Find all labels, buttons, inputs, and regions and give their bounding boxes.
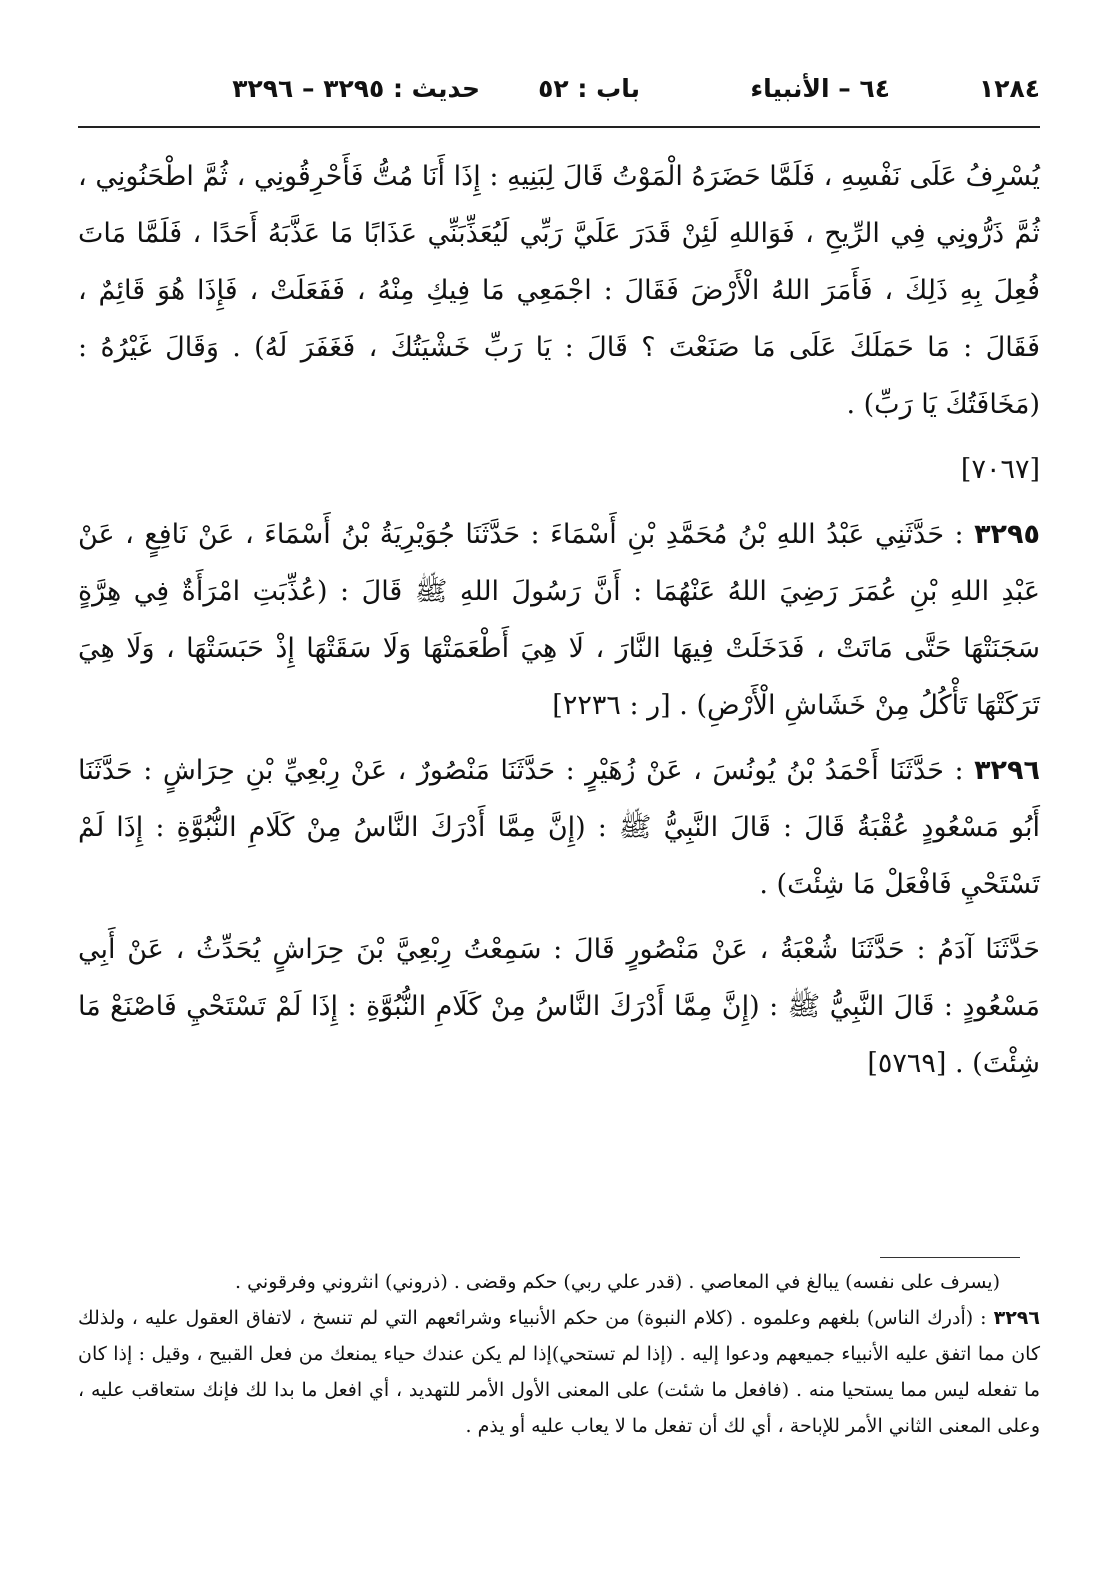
footnote-2 [78, 1300, 1040, 1444]
page-header [78, 68, 1040, 116]
page-number: ١٢٨٤ [978, 74, 1040, 103]
hadith-range: حديث : ٣٢٩٥ – ٣٢٩٦ [232, 74, 480, 103]
header-divider [78, 126, 1040, 128]
main-text [78, 148, 1040, 1100]
footnotes [78, 1264, 1040, 1444]
hadith-text: : حَدَّثَنَا أَحْمَدُ بْنُ يُونُسَ ، عَنْ زُهَيْرٍ : حَدَّثَنَا مَنْصُورٌ ، عَنْ رِبْعِيِّ بْنِ حِرَاشٍ : حَدَّثَنَا أَبُو مَسْعُودٍ عُقْبَةُ قَالَ : قَالَ النَّبِيُّ ﷺ : (إِنَّ مِمَّا أَدْرَكَ النَّاسُ مِنْ كَلَامِ النُّبُوَّةِ : إِذَا لَمْ تَسْتَحْيِ فَافْعَلْ مَا شِئْتَ) . [78, 755, 1040, 900]
hadith-number: ٣٢٩٦ [974, 755, 1040, 786]
footnote-number: ٣٢٩٦ [993, 1307, 1040, 1329]
paragraph-continuation: يُسْرِفُ عَلَى نَفْسِهِ ، فَلَمَّا حَضَرَهُ الْمَوْتُ قَالَ لِبَنِيهِ : إِذَا أَنَا مُتُّ فَأَحْرِقُونِي ، ثُمَّ اطْحَنُونِي ، ثُمَّ ذَرُّونِي فِي الرِّيحِ ، فَوَاللهِ لَئِنْ قَدَرَ عَلَيَّ رَبِّي لَيُعَذِّبَنِّي عَذَابًا مَا عَذَّبَهُ أَحَدًا ، فَلَمَّا مَاتَ فُعِلَ بِهِ ذَلِكَ ، فَأَمَرَ اللهُ الْأَرْضَ فَقَالَ : اجْمَعِي مَا فِيكِ مِنْهُ ، فَفَعَلَتْ ، فَإِذَا هُوَ قَائِمٌ ، فَقَالَ : مَا حَمَلَكَ عَلَى مَا صَنَعْتَ ؟ قَالَ : يَا رَبِّ خَشْيَتُكَ ، فَغَفَرَ لَهُ) . وَقَالَ غَيْرُهُ : (مَخَافَتُكَ يَا رَبِّ) . [78, 161, 1040, 420]
hadith-3296 [78, 742, 1040, 913]
hadith-number: ٣٢٩٥ [974, 519, 1040, 550]
cross-reference: [٧٠٦٧] [960, 454, 1040, 485]
chapter-label: باب : ٥٢ [538, 74, 640, 103]
hadith-3295 [78, 506, 1040, 734]
footnote-divider [880, 1257, 1020, 1258]
footnote-text: : (أدرك الناس) بلغهم وعلموه . (كلام النبوة) من حكم الأنبياء وشرائعهم التي لم تنسخ ، لاتفاق العقول عليه ، ولذلك كان مما اتفق عليه الأنبياء جميعهم ودعوا إليه . (إذا لم تستحي)إذا لم يكن عندك حياء يمنعك من فعل القبيح ، وقيل : إذا كان ما تفعله ليس مما يستحيا منه . (فافعل ما شئت) على المعنى الأول الأمر للتهديد ، أي افعل ما بدا لك فإنك ستعاقب عليه ، وعلى المعنى الثاني الأمر للإباحة ، أي لك أن تفعل ما لا يعاب عليه أو يذم . [78, 1307, 1040, 1437]
hadith-3296-alt-chain: حَدَّثَنَا آدَمُ : حَدَّثَنَا شُعْبَةُ ، عَنْ مَنْصُورٍ قَالَ : سَمِعْتُ رِبْعِيَّ بْنَ حِرَاشٍ يُحَدِّثُ ، عَنْ أَبِي مَسْعُودٍ : قَالَ النَّبِيُّ ﷺ : (إِنَّ مِمَّا أَدْرَكَ النَّاسُ مِنْ كَلَامِ النُّبُوَّةِ : إِذَا لَمْ تَسْتَحْيِ فَاصْنَعْ مَا شِئْتَ) . [٥٧٦٩] [78, 934, 1040, 1079]
hadith-text: : حَدَّثَنِي عَبْدُ اللهِ بْنُ مُحَمَّدِ بْنِ أَسْمَاءَ : حَدَّثَنَا جُوَيْرِيَةُ بْنُ أَسْمَاءَ ، عَنْ نَافِعٍ ، عَنْ عَبْدِ اللهِ بْنِ عُمَرَ رَضِيَ اللهُ عَنْهُمَا : أَنَّ رَسُولَ اللهِ ﷺ قَالَ : (عُذِّبَتِ امْرَأَةٌ فِي هِرَّةٍ سَجَنَتْهَا حَتَّى مَاتَتْ ، فَدَخَلَتْ فِيهَا النَّارَ ، لَا هِيَ أَطْعَمَتْهَا وَلَا سَقَتْهَا إِذْ حَبَسَتْهَا ، وَلَا هِيَ تَرَكَتْهَا تَأْكُلُ مِنْ خَشَاشِ الْأَرْضِ) . [ر : ٢٢٣٦] [78, 519, 1041, 721]
footnote-1: (يسرف على نفسه) يبالغ في المعاصي . (قدر علي ربي) حكم وقضى . (ذروني) انثروني وفرقوني . [235, 1271, 1000, 1293]
book-title: ٦٤ – الأنبياء [750, 74, 890, 103]
